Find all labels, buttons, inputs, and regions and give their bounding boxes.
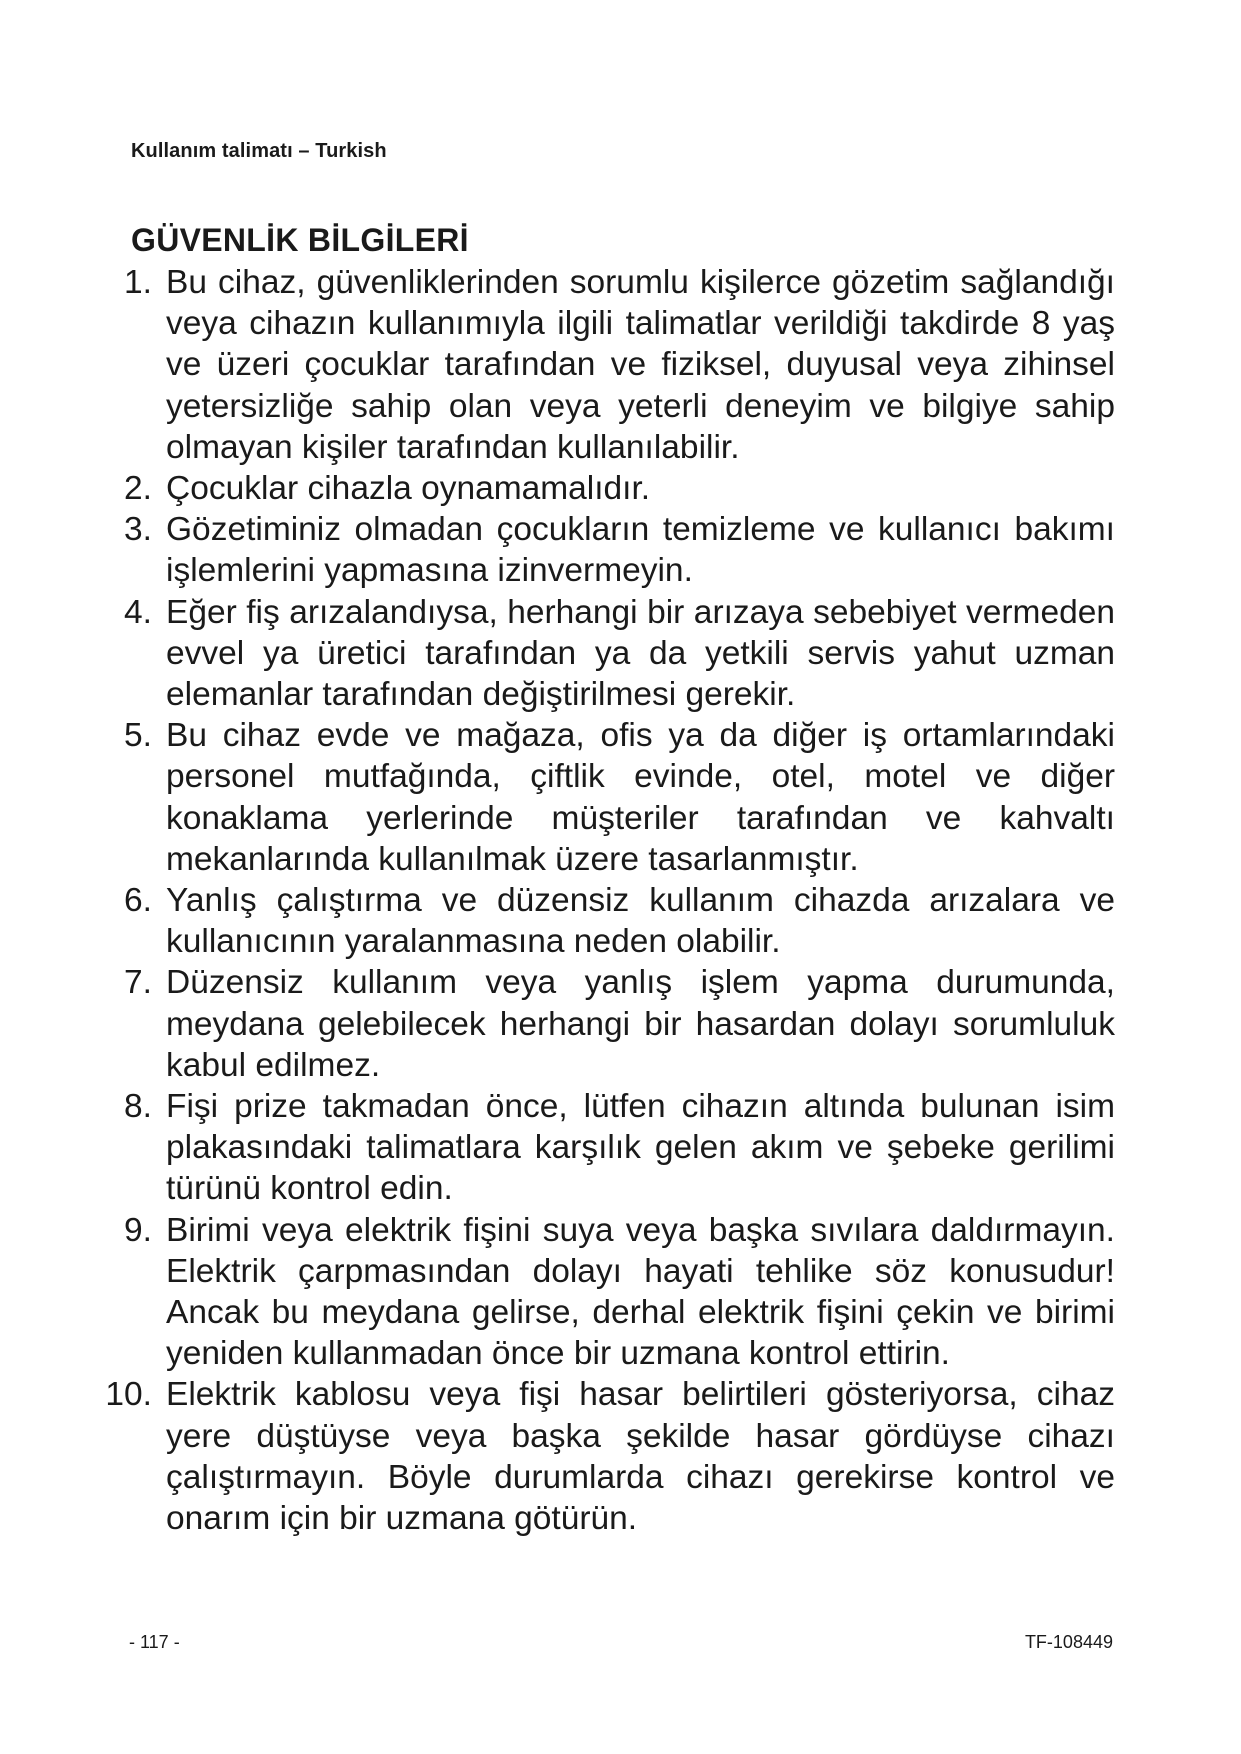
item-text: Bu cihaz, güvenliklerinden sorumlu kişilerce gözetim sağlandığı veya cihazın kullanımıyla ilgili talimatlar verildiği takdirde 8 yaş ve üzeri çocuklar tarafından ve fiziksel, duyusal veya zihinsel yetersizliğe sahip olan veya yeterli deneyim ve bilgiye sahip olmayan kişiler tarafından kullanılabilir.: [166, 264, 1115, 466]
safety-instructions-list: [90, 262, 1115, 1539]
item-number: 9.: [124, 1211, 152, 1249]
model-code: TF-108449: [1024, 1632, 1113, 1652]
item-number: 3.: [124, 511, 152, 549]
section-title: GÜVENLİK BİLGİLERİ: [131, 222, 469, 258]
safety-item: [90, 962, 1115, 1086]
item-text: Gözetiminiz olmadan çocukların temizleme ve kullanıcı bakımı işlemlerini yapmasına izinvermeyin.: [166, 511, 1115, 590]
safety-item: [90, 468, 1115, 509]
item-number: 6.: [124, 882, 152, 920]
item-number: 7.: [124, 964, 152, 1002]
manual-language-label: Kullanım talimatı – Turkish: [131, 140, 387, 162]
item-text: Eğer fiş arızalandıysa, herhangi bir arızaya sebebiyet vermeden evvel ya üretici tarafından ya da yetkili servis yahut uzman elemanlar tarafından değiştirilmesi gerekir.: [166, 593, 1115, 714]
safety-item: [90, 1210, 1115, 1375]
safety-item: [90, 1374, 1115, 1539]
item-text: Bu cihaz evde ve mağaza, ofis ya da diğer iş ortamlarındaki personel mutfağında, çiftlik evinde, otel, motel ve diğer konaklama yerlerinde müşteriler tarafından ve kahvaltı mekanlarında kullanılmak üzere tasarlanmıştır.: [166, 717, 1115, 878]
safety-item: [90, 509, 1115, 591]
item-number: 8.: [124, 1088, 152, 1126]
item-number: 2.: [124, 470, 152, 508]
item-text: Birimi veya elektrik fişini suya veya başka sıvılara daldırmayın. Elektrik çarpmasından dolayı hayati tehlike söz konusudur! Ancak bu meydana gelirse, derhal elektrik fişini çekin ve birimi yeniden kullanmadan önce bir uzmana kontrol ettirin.: [166, 1211, 1115, 1373]
safety-item: [90, 262, 1115, 468]
item-number: 5.: [124, 717, 152, 755]
safety-item: [90, 880, 1115, 962]
item-text: Çocuklar cihazla oynamamalıdır.: [166, 470, 651, 508]
item-number: 1.: [124, 264, 152, 301]
safety-item: [90, 1086, 1115, 1210]
safety-item: [90, 715, 1115, 880]
item-number: 10.: [105, 1376, 152, 1414]
item-text: Fişi prize takmadan önce, lütfen cihazın altında bulunan isim plakasındaki talimatlara karşılık gelen akım ve şebeke gerilimi türünü kontrol edin.: [166, 1088, 1115, 1208]
item-text: Elektrik kablosu veya fişi hasar belirtileri gösteriyorsa, cihaz yere düştüyse veya başka şekilde hasar gördüyse cihazı çalıştırmayın. Böyle durumlarda cihazı gerekirse kontrol ve onarım için bir uzmana götürün.: [166, 1376, 1115, 1538]
item-text: Düzensiz kullanım veya yanlış işlem yapma durumunda, meydana gelebilecek herhangi bir hasardan dolayı sorumluluk kabul edilmez.: [166, 964, 1115, 1084]
safety-item: [90, 592, 1115, 716]
item-number: 4.: [124, 593, 152, 631]
page-number: - 117 -: [129, 1632, 180, 1652]
item-text: Yanlış çalıştırma ve düzensiz kullanım cihazda arızalara ve kullanıcının yaralanmasına neden olabilir.: [166, 882, 1115, 961]
